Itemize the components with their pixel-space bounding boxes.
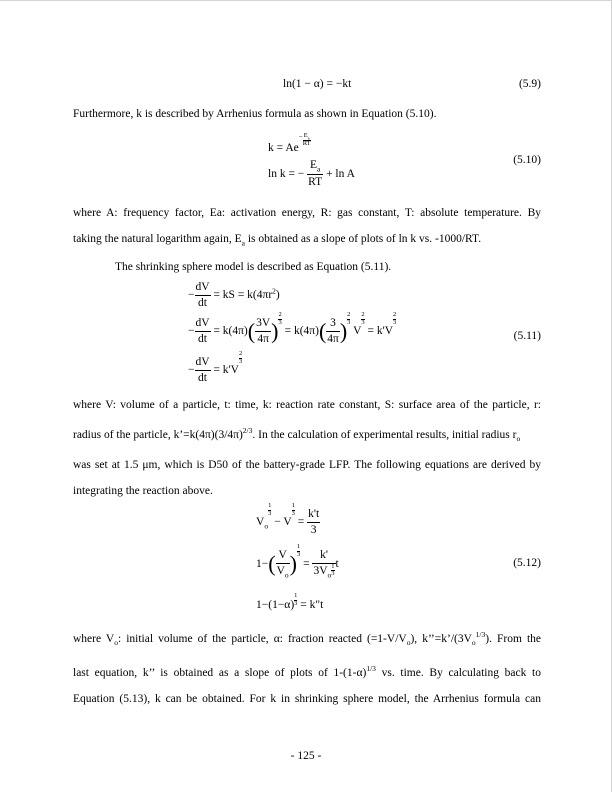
equation-5-12-line-3 xyxy=(256,592,324,611)
equation-text: a xyxy=(307,135,310,141)
equation-text: 1 xyxy=(294,592,298,599)
equation-text: V xyxy=(256,516,265,529)
equation-text: t xyxy=(335,557,339,570)
text: 1/3 xyxy=(366,664,376,674)
equation-text: E xyxy=(309,159,318,171)
equation-text: 3 xyxy=(310,523,317,536)
equation-text: RT xyxy=(308,175,323,188)
text: 1/3 xyxy=(475,630,486,639)
equation-text: 3V xyxy=(255,318,271,332)
page-border xyxy=(0,0,612,1)
equation-text: 3 xyxy=(361,318,365,326)
text: : initial volume of the particle, α: fraction reacted (=1-V/V xyxy=(117,632,407,645)
equation-text: V xyxy=(353,325,362,338)
paragraph-text xyxy=(73,656,541,686)
equation-text: o xyxy=(284,569,289,579)
equation-text: = k"t xyxy=(300,599,324,611)
paragraph-text: Furthermore, k is described by Arrhenius formula as shown in Equation (5.10). xyxy=(73,108,437,120)
equation-text: ln k = − xyxy=(268,167,305,180)
equation-5-11-line-1: − $\frac{dV}{dt}$ = kS = $k(4\pi r^2)$ xyxy=(188,281,280,309)
paragraph-text: integrating the reaction above. xyxy=(73,485,213,498)
equation-text: V xyxy=(276,564,285,577)
text: 2/3 xyxy=(242,426,253,435)
equation-5-11-line-2: − $\frac{dV}{dt}$ = k(4π)( $\frac{3V}{4\pi}$ ) $\frac{2}{3}$ = k(4π)( $\frac{3}{4\pi}$ ) $\frac{2}{3}$ V $\frac{2}{3}$ = k'V $\frac{2}{3}$ xyxy=(188,311,397,345)
equation-number: (5.9) xyxy=(518,78,541,90)
text: vs. time. By calculating back to xyxy=(375,666,541,679)
equation-text: 3 xyxy=(278,318,282,326)
equation-text: 3 xyxy=(294,599,298,607)
paragraph-text xyxy=(73,226,541,256)
text: ). From the xyxy=(485,632,541,645)
paragraph-text: where A: frequency factor, Ea: activation energy, R: gas constant, T: absolute temperature. By xyxy=(73,207,541,219)
equation-text: − V xyxy=(274,516,292,529)
equation-text: o xyxy=(264,521,269,531)
equation-text: 2 xyxy=(393,311,397,318)
equation-text: dV xyxy=(195,318,211,332)
paragraph-text: where V: volume of a particle, t: time, k: reaction rate constant, S: surface area of the particle, r: xyxy=(73,399,541,411)
paragraph-text xyxy=(73,418,541,452)
equation-text: V xyxy=(276,550,290,564)
equation-text: 4π xyxy=(257,332,269,345)
equation-text: k' xyxy=(312,550,335,564)
equation-number: (5.10) xyxy=(513,154,541,166)
equation-text: 4π xyxy=(327,332,339,345)
paragraph xyxy=(73,101,541,127)
equation-text: 2 xyxy=(238,350,243,357)
text: ), k’’=k’/(3V xyxy=(410,632,472,645)
equation-text: 3V xyxy=(313,564,328,577)
equation-text: = kS = k(4πr xyxy=(213,289,273,302)
equation-text: 2 xyxy=(361,311,365,318)
equation-text: dt xyxy=(198,296,207,309)
equation-text: 3 xyxy=(291,509,295,517)
equation-text: 3 xyxy=(296,550,301,558)
equation-text: ) xyxy=(275,289,280,302)
equation-text: ln(1 − α) = −kt xyxy=(283,78,352,90)
equation-text: dV xyxy=(195,282,211,296)
text: last equation, k’’ is obtained as a slope of plots of 1-(1-α) xyxy=(73,666,367,679)
equation-text: 3 xyxy=(331,570,335,577)
paragraph xyxy=(73,622,541,712)
paragraph-text: Equation (5.13), k can be obtained. For k in shrinking sphere model, the Arrhenius formula can xyxy=(73,692,541,705)
equation-text: 2 xyxy=(272,286,276,296)
paragraph xyxy=(73,392,541,504)
equation-text: 3 xyxy=(347,318,351,326)
equation-text: 1 xyxy=(296,543,301,550)
equation-text: 3 xyxy=(268,509,272,517)
equation-text: = k'V xyxy=(367,325,394,338)
text: radius of the particle, k’=k(4π)(3/4π) xyxy=(73,428,243,441)
equation-text: 2 xyxy=(278,311,282,318)
equation-5-9 xyxy=(283,78,351,90)
equation-5-10-line-2 xyxy=(268,160,355,188)
equation-text: 3 xyxy=(393,318,397,326)
equation-text: 1−(1−α) xyxy=(256,599,295,611)
equation-number: (5.11) xyxy=(513,330,541,342)
equation-text: + ln A xyxy=(326,167,355,180)
equation-text: = k'V xyxy=(213,364,239,377)
equation-text: dV xyxy=(195,357,211,371)
equation-text: 1 xyxy=(331,562,335,570)
text: o xyxy=(471,638,476,648)
equation-text: RT xyxy=(302,140,311,148)
equation-5-11-line-3: − $\frac{dV}{dt}$ = k'V $\frac{2}{3}$ xyxy=(188,350,243,384)
equation-text: 3 xyxy=(238,357,243,365)
equation-5-10-line-1: k = Ae− $\frac{E_a}{RT}$ xyxy=(268,132,311,154)
equation-text: dt xyxy=(198,371,207,384)
equation-number: (5.12) xyxy=(513,557,541,569)
equation-text: 2 xyxy=(347,311,351,318)
page-number: - 125 - xyxy=(290,750,322,762)
text: taking the natural logarithm again, E xyxy=(73,233,242,245)
equation-text: 1− xyxy=(256,557,269,570)
text: where V xyxy=(73,632,115,645)
equation-text: a xyxy=(317,164,321,174)
text: is obtained as a slope of plots of ln k vs. -1000/RT. xyxy=(244,233,482,245)
paragraph-text: The shrinking sphere model is described as Equation (5.11). xyxy=(115,261,392,273)
equation-text: = xyxy=(303,557,310,570)
text: o xyxy=(516,434,521,444)
equation-text: k = Ae xyxy=(268,142,299,154)
equation-text: 1 xyxy=(268,502,272,509)
paragraph xyxy=(73,200,541,256)
text: . In the calculation of experimental results, initial radius r xyxy=(252,428,517,441)
equation-5-12-line-2: 1−( $\frac{V}{V_o}$ ) $\frac{1}{3}$ = k' $3V_o$ $\frac{1}{3}$ t xyxy=(256,543,339,579)
paragraph-text xyxy=(73,622,541,656)
paragraph xyxy=(115,254,545,280)
equation-text: = k(4π) xyxy=(213,325,248,338)
equation-text: 1 xyxy=(291,502,295,509)
equation-text: 3 xyxy=(326,318,340,332)
text: a xyxy=(241,238,245,248)
paragraph-text: was set at 1.5 μm, which is D50 of the battery-grade LFP. The following equations are derived by xyxy=(73,459,541,472)
equation-text: dt xyxy=(198,332,207,345)
text: o xyxy=(406,638,411,648)
equation-text: E xyxy=(303,132,308,139)
equation-text: k't xyxy=(307,509,320,523)
equation-5-12-line-1: $V_o$ $\frac{1}{3}$ − V $\frac{1}{3}$ = $\frac{k't}{3}$ xyxy=(256,502,320,536)
text: o xyxy=(114,638,118,648)
equation-text: = k(4π) xyxy=(284,325,319,338)
